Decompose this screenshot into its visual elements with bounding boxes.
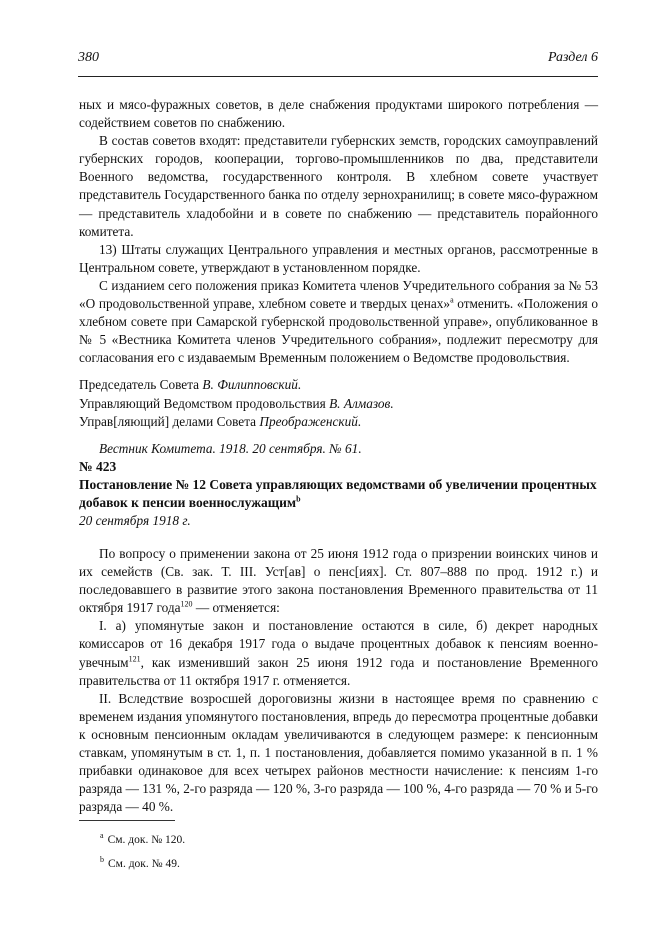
signature-name: В. Алмазов. [329, 395, 394, 411]
signature-role: Управляющий Ведомством продовольствия [79, 395, 330, 411]
source-citation: Вестник Комитета. 1918. 20 сентября. № 61. [99, 440, 362, 456]
text-run: — отменяется: [192, 600, 280, 616]
paragraph: ных и мясо-фуражных советов, в деле снабжения продуктами широкого потребления — содействием советов по снабжению. [79, 97, 598, 131]
footnotes [100, 826, 185, 874]
footnote-text: См. док. № 49. [108, 857, 180, 870]
signature-role: Управ[ляющий] делами Совета [79, 413, 260, 429]
paragraph [79, 617, 598, 689]
paragraph: В состав советов входят: представители губернских земств, городских самоуправлений губернских городов, кооперации, торгово-промышленников по два, представители Военного ведомства, государственного контроля. В хлебном совете участвует представитель Государственного банка по отделу зернохранилищ; в совете мясо-фуражном — представитель хладобойни и в совете по снабжению — представитель порайонного комитета. [79, 133, 598, 239]
section-title: Раздел 6 [547, 50, 598, 65]
paragraph [79, 277, 598, 367]
paragraph [79, 545, 598, 617]
signature-role: Председатель Совета [79, 377, 203, 393]
signature-name: Преображенский. [259, 413, 362, 429]
title-text: Постановление № 12 Совета управляющих ведомствами об увеличении процентных добавок к пенсии военнослужащим [79, 476, 597, 510]
footnote-mark: b [100, 854, 104, 864]
signature-line [79, 413, 596, 431]
body-text [79, 96, 598, 816]
footnote-rule [79, 820, 175, 821]
footnote-ref[interactable]: b [296, 494, 301, 504]
signature-line [79, 395, 596, 413]
text-run: С изданием сего положения приказ Комитета членов Учредительного собрания за № 53 «О продовольственной управе, хлебном совете и твердых ценах» [79, 277, 598, 312]
endnote-ref[interactable]: 120 [180, 599, 193, 609]
endnote-ref[interactable]: 121 [128, 654, 141, 664]
footnote-mark: a [100, 831, 104, 840]
footnote-text: См. док. № 120. [107, 833, 186, 846]
footnote-ref[interactable]: a [450, 295, 454, 305]
header-rule [78, 76, 598, 77]
footnote [100, 826, 185, 850]
text-run: По вопросу о применении закона от 25 июня 1912 года о призрении воинских чинов и их семейств (Св. зак. Т. III. Уст[ав] о пенс[иях]. Ст. 807–888 по прод. 1912 г.) и последовавшего в развитие этого закона постановления Временного правительства от 11 октября 1917 года [79, 545, 598, 616]
signature-line [79, 376, 598, 394]
page-number: 380 [78, 50, 99, 65]
signature-name: В. Филипповский. [202, 377, 302, 393]
paragraph: 13) Штаты служащих Центрального управления и местных органов, рассмотренные в Центральном совете, утверждают в установленном порядке. [79, 241, 598, 275]
footnote [100, 850, 185, 874]
document-number: № 423 [79, 458, 117, 474]
text-run: отменить. «Положения о хлебном совете при Самарской губернской продовольственной управе», опубликованное в № 5 «Вестника Комитета членов Учредительного собрания», подлежит пересмотру для согласования его с издаваемым Временным положением о Ведомстве продовольствия. [79, 296, 598, 366]
document-title [79, 476, 598, 512]
document-date: 20 сентября 1918 г. [79, 512, 191, 528]
paragraph: II. Вследствие возросшей дороговизны жизни в настоящее время по сравнению с временем издания упомянутого постановления, впредь до пересмотра процентные добавки к основным пенсионным окладам увеличиваются в следующем размере: к пенсионным ставкам, упомянутым в ст. 1, п. 1 постановления, добавляется помимо указанной в п. 1 % прибавки одинаковое для всех четырех районов местности начисление: к пенсиям 1-го разряда — 131 %, 2-го разряда — 120 %, 3-го разряда — 100 %, 4-го разряда — 70 % и 5-го разряда — 40 %. [79, 690, 598, 815]
text-run: I. а) упомянутые закон и постановление остаются в силе, б) декрет народных комиссаров от 16 декабря 1917 года о выдаче процентных добавок к пенсиям военно-увечным [79, 618, 598, 670]
text-run: , как изменивший закон 25 июня 1912 года и постановление Временного правительства от 11 октября 1917 г. отменяется. [79, 654, 598, 688]
